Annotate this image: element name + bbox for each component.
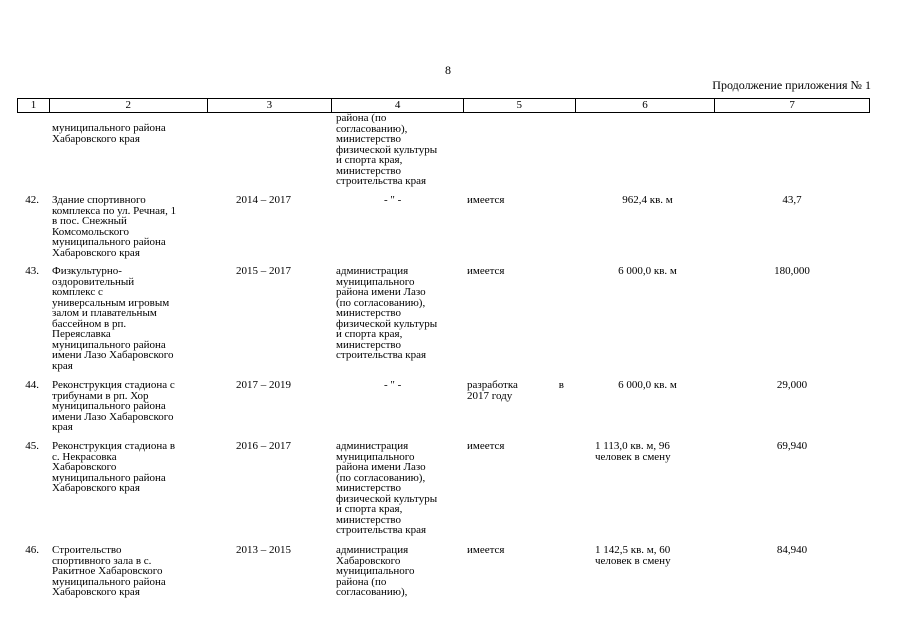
table-row [17, 266, 870, 380]
table-body [17, 113, 870, 605]
period: 2016 – 2017 [236, 440, 291, 452]
documentation: имеется [467, 440, 505, 452]
header-col-4: 4 [332, 99, 464, 112]
documentation: имеется [467, 544, 505, 556]
cost: 29,000 [776, 379, 808, 391]
capacity: 962,4 кв. м [622, 194, 673, 206]
period: 2014 – 2017 [236, 194, 291, 206]
documentation: имеется [467, 265, 505, 277]
header-col-1: 1 [18, 99, 50, 112]
row-number: 46. [25, 544, 39, 556]
row-number: 44. [25, 379, 39, 391]
continuation-label: Продолжение приложения № 1 [712, 78, 871, 92]
executor: администрация Хабаровского муниципального района (по согласованию), [336, 544, 415, 598]
object-name: Реконструкция стадиона с трибунами в рп. Хор муниципального района имени Лазо Хабаровского края [52, 379, 175, 433]
cost: 84,940 [776, 544, 808, 556]
page-number: 8 [445, 63, 451, 77]
executor: - " - [384, 379, 402, 391]
header-col-2: 2 [50, 99, 208, 112]
header-col-3: 3 [208, 99, 333, 112]
period: 2015 – 2017 [236, 265, 291, 277]
table-header [17, 98, 870, 113]
period: 2013 – 2015 [236, 544, 291, 556]
cost: 69,940 [776, 440, 808, 452]
period: 2017 – 2019 [236, 379, 291, 391]
row-number: 43. [25, 265, 39, 277]
object-name: Здание спортивного комплекса по ул. Речная, 1 в пос. Снежный Комсомольского муниципального района Хабаровского края [52, 194, 177, 259]
capacity: 1 113,0 кв. м, 96 человек в смену [595, 440, 671, 463]
table-row [17, 113, 870, 195]
cost: 43,7 [782, 194, 802, 206]
header-col-5: 5 [464, 99, 576, 112]
object-name: Физкультурно- оздоровительный комплекс с универсальным игровым залом и плавательным бассейном в рп. Переяславка муниципального района имени Лазо Хабаровского края [52, 265, 174, 372]
executor: администрация муниципального района имени Лазо (по согласованию), министерство физической культуры и спорта края, министерство строительства края [336, 265, 438, 361]
object-name: Реконструкция стадиона в с. Некрасовка Хабаровского муниципального района Хабаровского края [52, 440, 176, 494]
header-col-7: 7 [789, 99, 795, 111]
table-row [17, 380, 870, 441]
documentation: имеется [467, 194, 505, 206]
executor: - " - [384, 194, 402, 206]
capacity: 6 000,0 кв. м [618, 265, 677, 277]
capacity: 6 000,0 кв. м [618, 379, 677, 391]
row-number: 45. [25, 440, 39, 452]
row-number: 42. [25, 194, 39, 206]
table-row [17, 545, 870, 605]
object-name: Строительство спортивного зала в с. Ракитное Хабаровского муниципального района Хабаровского края [52, 544, 166, 598]
header-col-6: 6 [576, 99, 716, 112]
capacity: 1 142,5 кв. м, 60 человек в смену [595, 544, 671, 567]
table-row [17, 441, 870, 545]
cost: 180,000 [774, 265, 810, 277]
executor: района (по согласованию), министерство физической культуры и спорта края, министерство строительства края [336, 112, 438, 187]
object-name: муниципального района Хабаровского края [52, 122, 166, 145]
table-row [17, 195, 870, 266]
executor: администрация муниципального района имени Лазо (по согласованию), министерство физической культуры и спорта края, министерство строительства края [336, 440, 438, 536]
documentation: разработка в 2017 году [467, 379, 564, 402]
